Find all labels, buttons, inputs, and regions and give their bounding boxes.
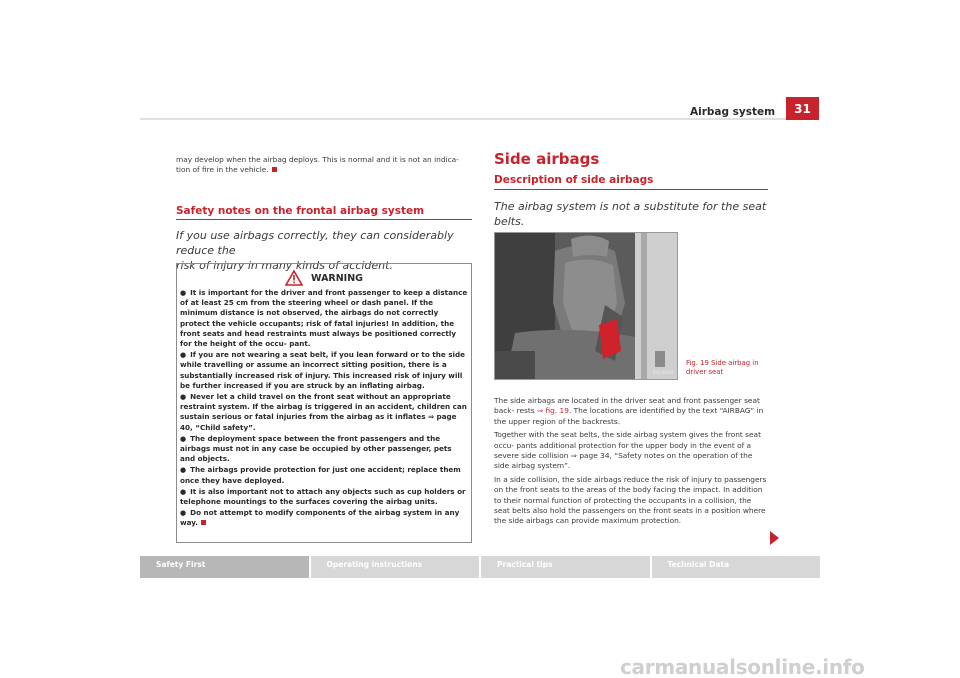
warning-item: ● It is also important not to attach any objects such as cup holders or telephone mountings to the surfaces covering the airbag units. (180, 487, 468, 507)
intro-paragraph (176, 155, 472, 176)
paragraph-1-text-b: . The locations are identified by the text “AIRBAG” in the upper region of the backrests. (494, 406, 764, 426)
next-page-arrow-icon[interactable] (770, 531, 779, 545)
side-airbags-section (494, 150, 768, 229)
paragraph-1 (494, 396, 768, 427)
warning-box (176, 263, 472, 543)
footer-nav (140, 556, 820, 578)
section-heading-frontal: Safety notes on the frontal airbag system (176, 206, 472, 220)
intro-line-2-wrap (176, 165, 472, 175)
section-heading-side: Description of side airbags (494, 175, 768, 189)
header-title: Airbag system (690, 106, 776, 118)
warning-item: ● Never let a child travel on the front seat without an appropriate restraint system. If the airbag is triggered in an accident, children can sustain serious or fatal injuries from the airbag as it inflates ⇒ page 40, “Child safety”. (180, 392, 468, 433)
warning-item-last (180, 508, 468, 528)
figure-side-airbag (494, 232, 678, 380)
warning-item-text: Do not attempt to modify components of the airbag system in any way. (180, 508, 460, 528)
side-subtitle: The airbag system is not a substitute for the seat belts. (494, 199, 767, 228)
frontal-subtitle-line-1: If you use airbags correctly, they can considerably reduce the (176, 229, 454, 258)
figure-caption-line-1: Fig. 19 Side airbag in (686, 359, 759, 367)
tab-safety-first[interactable]: Safety First (140, 556, 309, 578)
paragraph-1-text-a: The side airbags are located in the driver seat and front passenger seat back- rests (494, 396, 760, 416)
tab-practical-tips[interactable]: Practical tips (481, 556, 650, 578)
figure-code: B6J-0008 (652, 371, 673, 376)
fig-19-link[interactable]: ⇒ fig. 19 (536, 406, 569, 416)
end-marker-icon (272, 167, 277, 172)
end-marker-icon (201, 520, 206, 525)
intro-line-2: tion of fire in the vehicle. (176, 165, 269, 175)
frontal-subtitle-line-2: risk of injury in many kinds of accident. (176, 259, 393, 273)
seat-illustration (495, 233, 678, 380)
page-title: Side airbags (494, 150, 600, 168)
tab-operating-instructions[interactable]: Operating instructions (311, 556, 480, 578)
paragraph-3: In a side collision, the side airbags reduce the risk of injury to passengers on the front seats to the areas of the body facing the impact. In addition to their normal function of protecting the occupants in a collision, the seat belts also hold the passengers on the front seats in a position where the side airbags can provide maximum protection. (494, 474, 767, 526)
intro-line-1: may develop when the airbag deploys. This is normal and it is not an indica- (176, 155, 459, 164)
side-airbag-body (494, 396, 768, 527)
warning-label: WARNING (311, 272, 363, 284)
paragraph-2: Together with the seat belts, the side airbag system gives the front seat occu- pants additional protection for the upper body in the event of a severe side collision ⇒ page 34, “Safety notes on the operation of the side airbag system”. (494, 430, 761, 471)
page-number-badge: 31 (786, 97, 819, 120)
header-rule (140, 118, 818, 120)
warning-item: ● If you are not wearing a seat belt, if you lean forward or to the side while travelling or assume an incorrect sitting position, there is a substantially increased risk of injury. This increased risk of injury will be further increased if you are struck by an inflating airbag. (180, 350, 468, 391)
tab-technical-data[interactable]: Technical Data (652, 556, 821, 578)
warning-list (177, 286, 471, 529)
warning-item: ● It is important for the driver and front passenger to keep a distance of at least 25 cm from the steering wheel or dash panel. If the minimum distance is not observed, the airbags do not correctly protect the vehicle occupants; risk of fatal injuries! In addition, the front seats and head restraints must always be positioned correctly for the height of the occu- pant. (180, 288, 468, 349)
figure-caption (686, 359, 772, 376)
figure-caption-line-2: driver seat (686, 367, 724, 376)
warning-item: ● The deployment space between the front passengers and the airbags must not in any case be occupied by other passenger, pets and objects. (180, 434, 468, 465)
warning-header (177, 270, 471, 286)
watermark: carmanualsonline.info (620, 655, 865, 678)
warning-triangle-icon (285, 270, 303, 286)
warning-item: ● The airbags provide protection for just one accident; replace them once they have deployed. (180, 465, 468, 485)
